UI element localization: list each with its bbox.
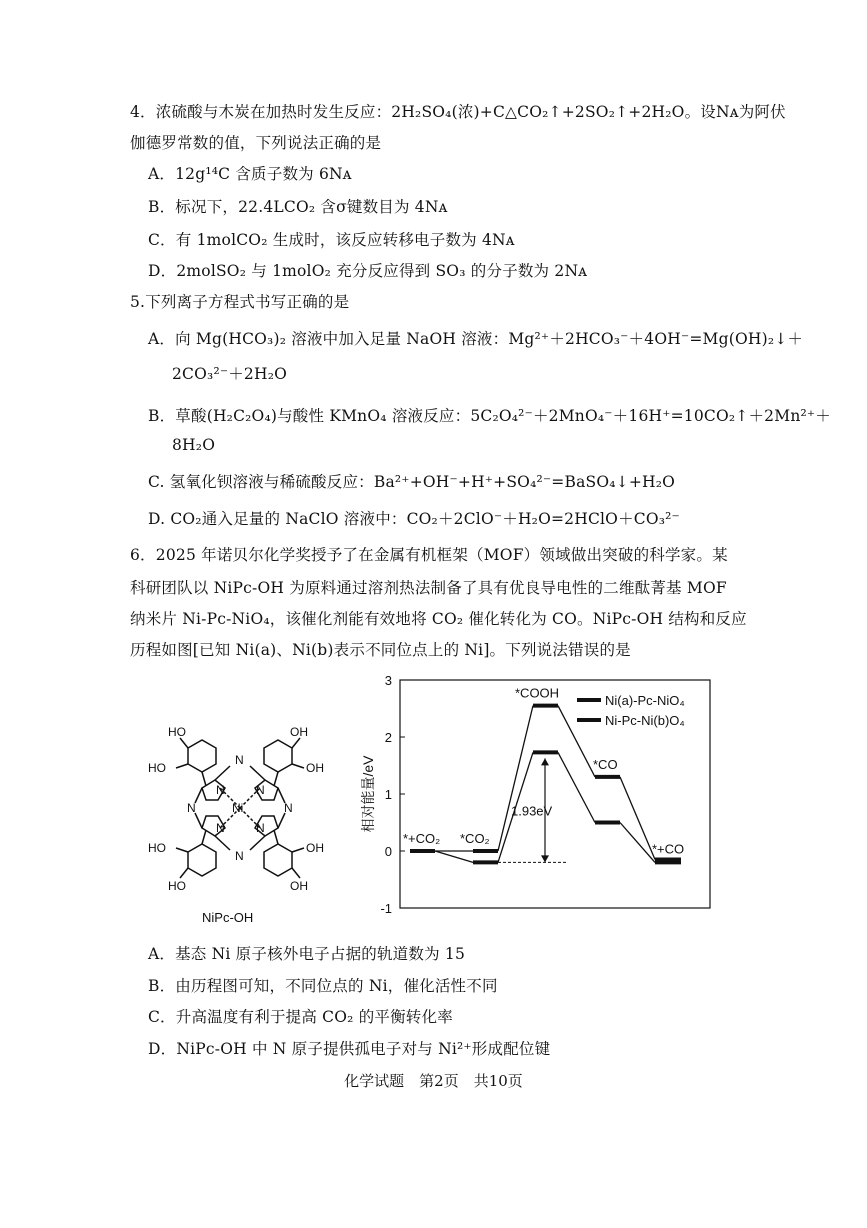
q6-stem-line3: 纳米片 Ni-Pc-NiO₄，该催化剂能有效地将 CO₂ 催化转化为 CO。NiPc-OH 结构和反应 bbox=[130, 610, 747, 628]
q4-stem-line2: 伽德罗常数的值，下列说法正确的是 bbox=[130, 134, 382, 152]
n-label: N bbox=[256, 783, 265, 797]
y-tick-label: 3 bbox=[384, 673, 392, 688]
y-tick-label: 2 bbox=[384, 730, 392, 745]
legend-label: Ni(a)-Pc-NiO₄ bbox=[605, 693, 685, 708]
connector-0-2 bbox=[498, 706, 533, 851]
nipc-oh-drawing bbox=[140, 708, 340, 928]
connector-1-1 bbox=[435, 851, 473, 862]
connector-0-3 bbox=[558, 706, 595, 777]
q5-option-a-line2: 2CO₃²⁻＋2H₂O bbox=[172, 365, 288, 383]
y-tick-label: 0 bbox=[384, 844, 392, 859]
connector-0-4 bbox=[620, 777, 655, 860]
y-tick-label: 1 bbox=[384, 787, 392, 802]
q6-option-a: A．基态 Ni 原子核外电子占据的轨道数为 15 bbox=[148, 945, 466, 963]
q6-option-c: C．升高温度有利于提高 CO₂ 的平衡转化率 bbox=[148, 1008, 453, 1026]
oh-label: OH bbox=[290, 725, 308, 739]
q5-option-d: D. CO₂通入足量的 NaClO 溶液中：CO₂＋2ClO⁻＋H₂O=2HClO＋CO₃²⁻ bbox=[148, 510, 680, 528]
q6-stem-line2: 科研团队以 NiPc-OH 为原料通过溶剂热法制备了具有优良导电性的二维酞菁基 MOF bbox=[130, 579, 727, 597]
n-label: N bbox=[284, 801, 293, 815]
oh-label: OH bbox=[306, 841, 324, 855]
oh-label: HO bbox=[148, 841, 166, 855]
oh-label: HO bbox=[168, 879, 186, 893]
q6-stem-line1: 6．2025 年诺贝尔化学奖授予了在金属有机框架（MOF）领域做出突破的科学家。某 bbox=[130, 546, 728, 564]
q4-option-a: A．12g¹⁴C 含质子数为 6Nᴀ bbox=[148, 165, 352, 183]
annotation-arrow-head-top bbox=[541, 758, 549, 765]
q4-stem-line1: 4．浓硫酸与木炭在加热时发生反应：2H₂SO₄(浓)+C△CO₂↑+2SO₂↑+2H₂O。设Nᴀ为阿伏 bbox=[130, 103, 786, 121]
oh-label: HO bbox=[148, 761, 166, 775]
q6-stem-line4: 历程如图[已知 Ni(a)、Ni(b)表示不同位点上的 Ni]。下列说法错误的是 bbox=[130, 641, 631, 659]
page-footer: 化学试题 第2页 共10页 bbox=[344, 1072, 523, 1090]
nipc-oh-structure bbox=[140, 708, 340, 928]
n-label: N bbox=[256, 821, 265, 835]
ni-label: Ni bbox=[232, 801, 244, 815]
q5-option-b-line1: B．草酸(H₂C₂O₄)与酸性 KMnO₄ 溶液反应：5C₂O₄²⁻＋2MnO₄⁻＋16H⁺=10CO₂↑＋2Mn²⁺＋ bbox=[148, 407, 831, 425]
q4-option-c: C．有 1molCO₂ 生成时，该反应转移电子数为 4Nᴀ bbox=[148, 231, 515, 249]
q4-option-b: B．标况下，22.4LCO₂ 含σ键数目为 4Nᴀ bbox=[148, 198, 448, 216]
connector-1-3 bbox=[558, 752, 595, 822]
oh-label: HO bbox=[168, 725, 186, 739]
oh-label: OH bbox=[306, 761, 324, 775]
q5-stem: 5.下列离子方程式书写正确的是 bbox=[130, 293, 350, 311]
legend-label: Ni-Pc-Ni(b)O₄ bbox=[605, 713, 685, 728]
q6-option-b: B．由历程图可知，不同位点的 Ni，催化活性不同 bbox=[148, 977, 498, 995]
n-label: N bbox=[216, 783, 225, 797]
annotation-label: 1.93eV bbox=[511, 803, 553, 819]
q5-option-a-line1: A．向 Mg(HCO₃)₂ 溶液中加入足量 NaOH 溶液：Mg²⁺＋2HCO₃⁻＋4OH⁻=Mg(OH)₂↓＋ bbox=[148, 330, 804, 348]
q4-option-d: D．2molSO₂ 与 1molO₂ 充分反应得到 SO₃ 的分子数为 2Nᴀ bbox=[148, 262, 588, 280]
state-label: *+CO bbox=[652, 841, 685, 857]
q6-option-d: D．NiPc-OH 中 N 原子提供孤电子对与 Ni²⁺形成配位键 bbox=[148, 1040, 551, 1058]
q5-option-c: C. 氢氧化钡溶液与稀硫酸反应：Ba²⁺+OH⁻+H⁺+SO₄²⁻=BaSO₄↓+H₂O bbox=[148, 473, 676, 491]
y-tick-label: -1 bbox=[380, 901, 392, 916]
q5-option-b-line2: 8H₂O bbox=[172, 436, 216, 454]
energy-profile-svg bbox=[355, 670, 725, 920]
connector-1-4 bbox=[620, 823, 655, 863]
state-label: *CO bbox=[593, 756, 618, 772]
n-label: N bbox=[235, 849, 244, 863]
annotation-arrow-head-bottom bbox=[541, 855, 549, 862]
energy-profile-chart bbox=[355, 670, 725, 920]
n-label: N bbox=[235, 753, 244, 767]
oh-label: OH bbox=[290, 879, 308, 893]
state-label: *+CO₂ bbox=[403, 831, 441, 846]
molecule-caption: NiPc-OH bbox=[202, 910, 254, 925]
state-label: *CO₂ bbox=[460, 831, 490, 846]
y-axis-label: 相对能量/eV bbox=[360, 755, 376, 833]
state-label: *COOH bbox=[515, 685, 560, 701]
n-label: N bbox=[216, 821, 225, 835]
n-label: N bbox=[187, 801, 196, 815]
